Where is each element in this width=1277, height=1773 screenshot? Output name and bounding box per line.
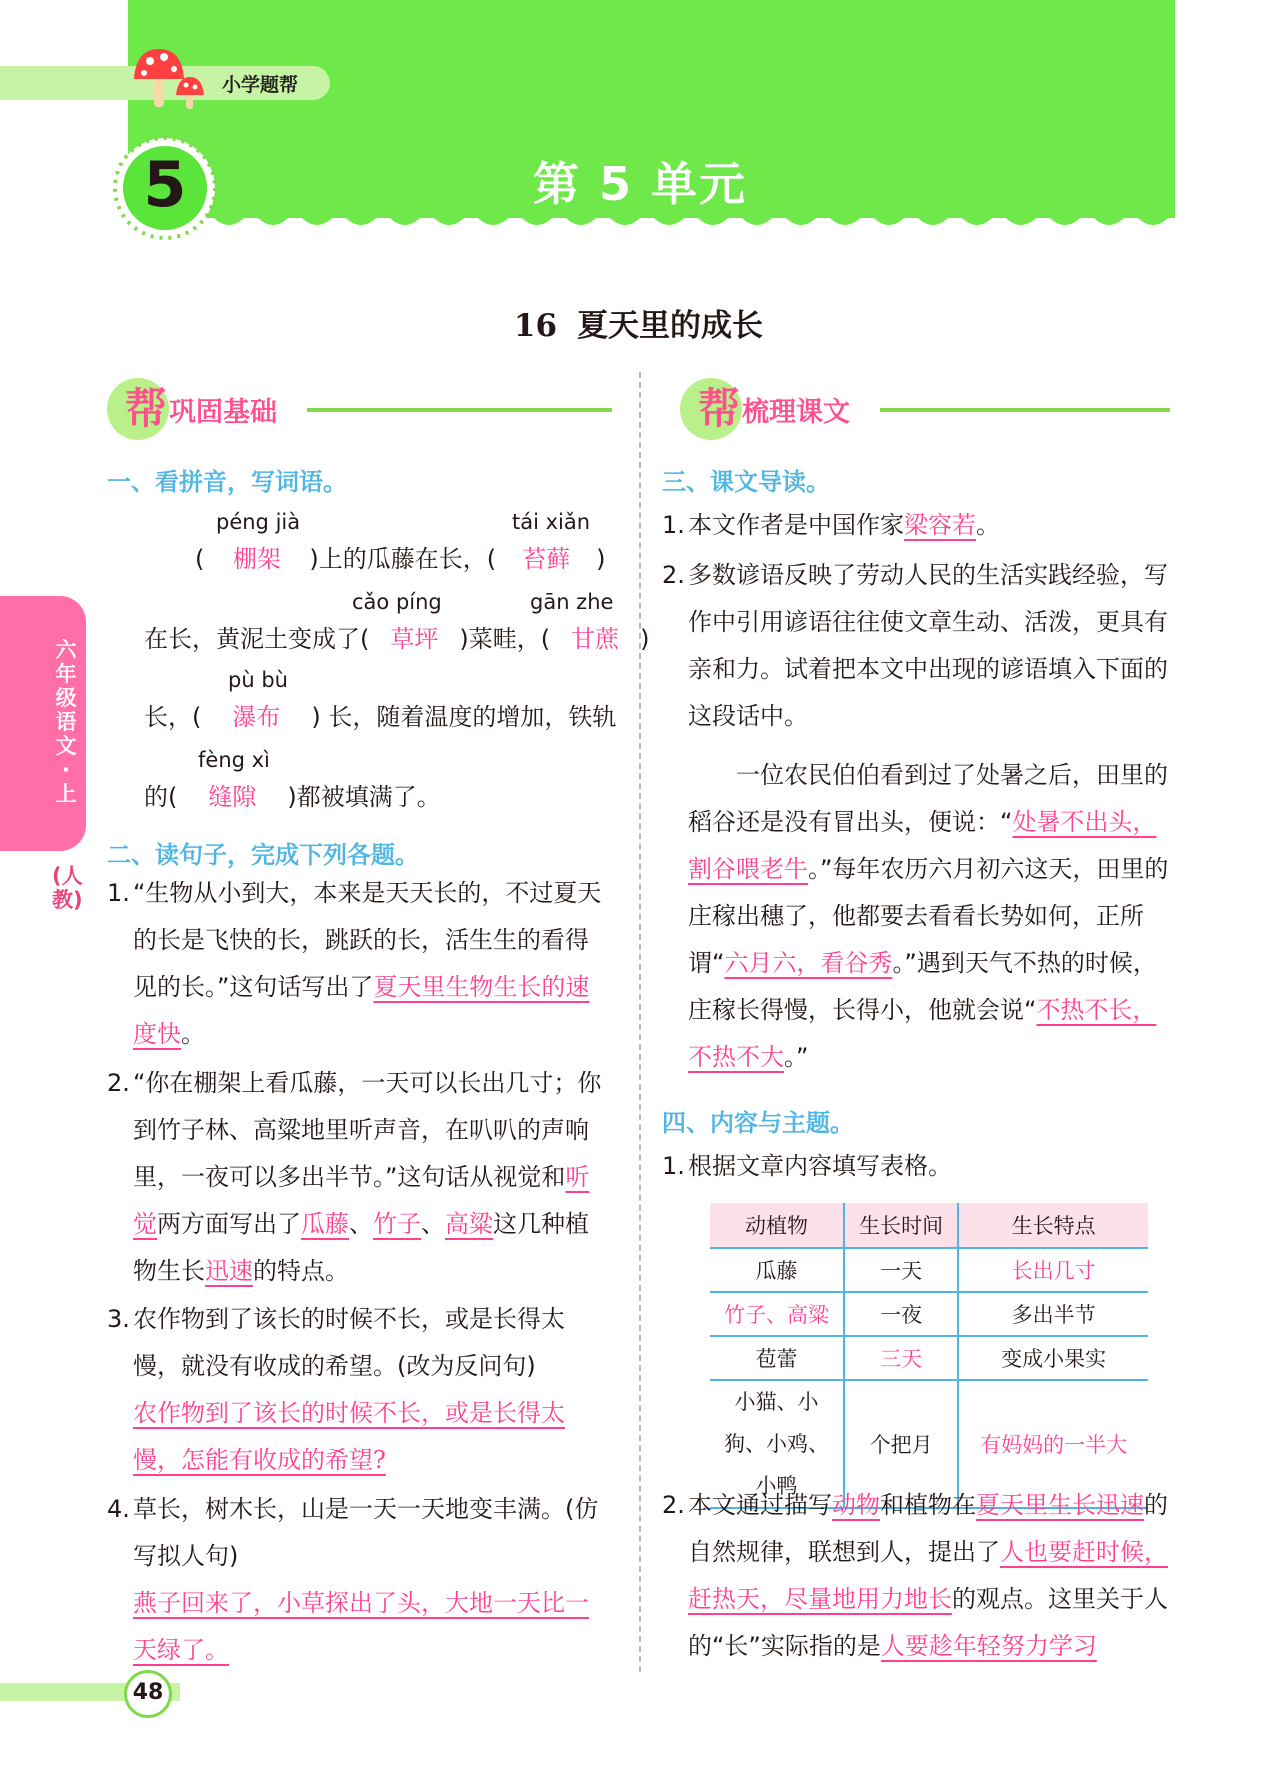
text: 的观点。这里关于人的“长”实际指的是: [688, 1585, 1168, 1660]
table-cell: 小猫、小狗、小鸡、小鸭: [710, 1380, 844, 1508]
table-cell: 瓜藤: [710, 1248, 844, 1292]
question-number: 4.: [107, 1495, 130, 1523]
table-header: 动植物: [710, 1203, 844, 1248]
answer-text: 听觉: [133, 1163, 590, 1238]
text: 一位农民伯伯看到过了处暑之后，田里的稻谷还是没有冒出头，便说：“: [688, 761, 1168, 836]
text: 的(: [144, 783, 178, 811]
answer-text: 高粱: [445, 1210, 493, 1238]
question-2-1: [107, 870, 612, 1058]
column-divider: [639, 372, 641, 1672]
fill-line-2: [144, 615, 649, 663]
answer-text: 瓜藤: [301, 1210, 349, 1238]
answer-text: 夏天里生物生长的速度快: [133, 973, 590, 1048]
growth-table: [710, 1203, 1148, 1509]
text: 两方面写出了: [157, 1210, 301, 1238]
text: ) 长，随着温度的增加，铁轨: [311, 703, 617, 731]
answer-text: 人也要赶时候，赶热天，尽量地用力地长: [688, 1538, 1168, 1613]
table-row: [710, 1336, 1148, 1380]
answer-text: 夏天里生长迅速: [976, 1491, 1144, 1519]
banner-big-char: 帮: [125, 384, 168, 433]
answer-text: 竹子: [373, 1210, 421, 1238]
text: 这几种植物生长: [133, 1210, 589, 1285]
answer-text: 六月六，看谷秀: [724, 949, 893, 977]
section-heading-2: 二、读句子，完成下列各题。: [107, 841, 419, 869]
side-grade-label: 六年级语文·上: [55, 638, 77, 806]
table-row: [710, 1248, 1148, 1292]
answer-text: 梁容若: [904, 511, 976, 539]
mushroom-logo-icon: [128, 45, 218, 115]
fill-line-1: [195, 535, 605, 583]
page-number: 48: [132, 1680, 164, 1705]
answer-text: 人要趁年轻努力学习: [880, 1632, 1097, 1660]
answer-taixian: 苔藓: [522, 545, 571, 573]
section-heading-1: 一、看拼音，写词语。: [107, 468, 347, 496]
pinyin-4: gān zhe: [530, 590, 614, 614]
table-cell: 一天: [844, 1248, 958, 1292]
question-2-3: [107, 1296, 612, 1484]
banner-label: 梳理课文: [742, 397, 850, 428]
pinyin-5: pù bù: [228, 668, 288, 692]
text: 的特点。: [253, 1257, 349, 1285]
text: 本文通过描写: [688, 1491, 832, 1519]
pinyin-6: fèng xì: [198, 748, 270, 772]
text: ): [640, 625, 650, 653]
question-2-2: [107, 1060, 612, 1295]
unit-title: 第 5 单元: [532, 157, 748, 211]
answer-text: 迅速: [205, 1257, 253, 1285]
unit-number: 5: [143, 148, 187, 221]
proverb-paragraph: [688, 752, 1170, 1081]
text: 、: [421, 1210, 445, 1238]
table-header-row: [710, 1203, 1148, 1248]
pinyin-3: cǎo píng: [352, 590, 442, 614]
text: )都被填满了。: [287, 783, 441, 811]
left-section-banner: [107, 372, 612, 442]
question-text: 草长，树木长，山是一天一天地变丰满。(仿写拟人句): [133, 1495, 599, 1570]
pinyin-2: tái xiǎn: [512, 510, 591, 534]
edition-text: 人教: [52, 864, 83, 912]
answer-text: 农作物到了该长的时候不长，或是长得太慢，怎能有收成的希望?: [133, 1399, 565, 1474]
question-4-2: [662, 1482, 1170, 1670]
question-number: 2.: [107, 1069, 130, 1097]
question-4-1: [662, 1143, 1170, 1190]
lesson-number: 16: [513, 308, 558, 344]
table-cell: 个把月: [844, 1380, 958, 1508]
text: 。”每年农历六月初六这天，田里的庄稼出穗了，他都要去看看长势如何，正所谓“: [688, 855, 1169, 977]
brand-name: 小学题帮: [222, 74, 299, 96]
banner-big-char: 帮: [698, 384, 741, 433]
section-heading-3: 三、课文导读。: [662, 468, 830, 496]
table-cell: 变成小果实: [958, 1336, 1148, 1380]
table-row: [710, 1292, 1148, 1336]
question-number: 2.: [662, 561, 685, 589]
pinyin-1: péng jià: [216, 510, 301, 534]
table-cell: 苞蕾: [710, 1336, 844, 1380]
table-cell-answer: 竹子、高粱: [710, 1292, 844, 1336]
lesson-name: 夏天里的成长: [577, 308, 764, 344]
answer-pubu: 瀑布: [232, 703, 281, 731]
answer-ganzhe: 甘蔗: [571, 625, 620, 653]
text: )上的瓜藤在长，(: [309, 545, 497, 573]
text: 长，(: [144, 703, 202, 731]
section-heading-4: 四、内容与主题。: [662, 1109, 854, 1137]
answer-pengjia: 棚架: [232, 545, 281, 573]
fill-line-4: [144, 773, 441, 821]
question-text: 多数谚语反映了劳动人民的生活实践经验，写作中引用谚语往往使文章生动、活泼，更具有亲和力。试着把本文中出现的谚语填入下面的这段话中。: [688, 561, 1168, 730]
question-3-2: [662, 552, 1170, 740]
question-2-4: [107, 1486, 612, 1674]
table-cell-answer: 长出几寸: [958, 1248, 1148, 1292]
question-text: “生物从小到大，本来是天天长的，不过夏天的长是飞快的长，跳跃的长，活生生的看得见的长。”这句话写出了: [133, 879, 602, 1001]
question-number: 1.: [662, 511, 685, 539]
answer-text: 不热不长，不热不大: [688, 996, 1157, 1071]
right-section-banner: [680, 372, 1170, 442]
text: ): [596, 545, 606, 573]
text: 在长，黄泥土变成了(: [144, 625, 370, 653]
table-cell-answer: 有妈妈的一半大: [958, 1380, 1148, 1508]
question-text: “你在棚架上看瓜藤，一天可以长出几寸；你到竹子林、高粱地里听声音，在叭叭的声响里，一夜可以多出半节。”这句话从视觉和: [133, 1069, 602, 1191]
table-header: 生长特点: [958, 1203, 1148, 1248]
question-3-1: [662, 502, 1170, 549]
table-cell: 一夜: [844, 1292, 958, 1336]
text: 。: [181, 1020, 205, 1048]
fill-line-3: [144, 693, 616, 741]
answer-text: 动物: [832, 1491, 880, 1519]
text: 、: [349, 1210, 373, 1238]
question-text: 本文作者是中国作家: [688, 511, 904, 539]
table-cell-answer: 三天: [844, 1336, 958, 1380]
answer-caoping: 草坪: [390, 625, 439, 653]
text: 。”遇到天气不热的时候，庄稼长得慢，长得小，他就会说“: [688, 949, 1157, 1024]
text: 的自然规律，联想到人，提出了: [688, 1491, 1168, 1566]
table-header: 生长时间: [844, 1203, 958, 1248]
text: 和植物在: [880, 1491, 976, 1519]
text: )菜畦，(: [459, 625, 551, 653]
table-cell: 多出半节: [958, 1292, 1148, 1336]
question-number: 2.: [662, 1491, 685, 1519]
banner-label: 巩固基础: [169, 397, 277, 428]
question-number: 1.: [662, 1152, 685, 1180]
lesson-title: [0, 300, 1277, 345]
banner-line: [880, 408, 1170, 412]
answer-text: 处暑不出头，割谷喂老牛: [688, 808, 1157, 883]
question-number: 3.: [107, 1305, 130, 1333]
answer-text: 燕子回来了，小草探出了头，大地一天比一天绿了。: [133, 1589, 589, 1664]
side-edition-label: (人教): [52, 864, 83, 912]
banner-line: [307, 408, 612, 412]
question-number: 1.: [107, 879, 130, 907]
question-text: 根据文章内容填写表格。: [688, 1152, 952, 1180]
text: (: [195, 545, 205, 573]
text: 。: [976, 511, 1000, 539]
question-text: 农作物到了该长的时候不长，或是长得太慢，就没有收成的希望。(改为反问句): [133, 1305, 565, 1380]
text: 。”: [784, 1043, 809, 1071]
answer-fengxi: 缝隙: [208, 783, 257, 811]
